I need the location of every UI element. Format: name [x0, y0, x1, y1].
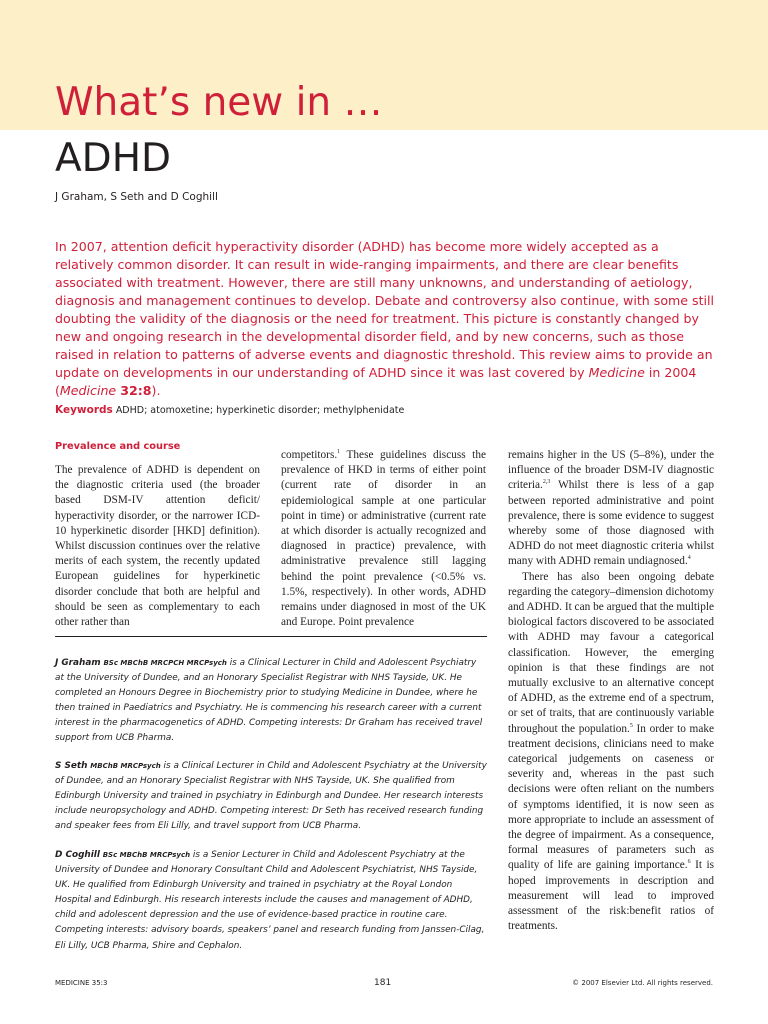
abstract-journal-ref-2: Medicine [59, 383, 117, 398]
abstract-text: In 2007, attention deficit hyperactivity disorder (ADHD) has become more widely accepted as a relatively common disorder. It can result in wide-ranging impairments, and there are clear benefits associated with treatment. However, there are still many unknowns, and understanding of aetiology, diagnosis and management continues to develop. Debate and controversy also continue, with some still doubting the validity of the diagnosis or the need for treatment. This picture is constantly changed by new and ongoing research in the developmental disorder field, and by new concerns, such as those raised in relation to patterns of adverse events and diagnostic threshold. This review aims to provide an update on developments in our understanding of ADHD since it was last covered by [55, 239, 715, 380]
bio-qualifications: BSc MBChB MRCPCH MRCPsych [103, 659, 227, 667]
paragraph [508, 448, 714, 570]
reference-marker: 4 [687, 555, 691, 562]
author-bio-seth [55, 759, 487, 834]
abstract [55, 238, 720, 400]
keywords-text: ADHD; atomoxetine; hyperkinetic disorder; methylphenidate [115, 405, 405, 416]
abstract-journal-ref: Medicine [588, 365, 645, 380]
keywords-label: Keywords [55, 404, 113, 416]
page-number: 181 [374, 978, 392, 988]
paragraph-text: These guidelines discuss the prevalence of HKD in terms of either point (current rate of disorder in an epidemiological sample at one particular point in time) or administrative (current rate at which disorder is actually recognized and diagnosed in practice) prevalence, with administrative prevalence still lagging behind the point prevalence (<0.5% vs. 1.5%, respectively). In other words, ADHD remains under diagnosed in most of the UK and Europe. Point prevalence [281, 449, 486, 629]
author-list: J Graham, S Seth and D Coghill [55, 191, 218, 203]
paragraph-text: remains higher in the US (5–8%), under the influence of the broader DSM-IV diagnostic criteria. [508, 449, 714, 492]
bio-name: J Graham [55, 658, 101, 668]
reference-marker: 5 [629, 722, 633, 729]
reference-marker: 2,3 [542, 479, 551, 486]
paragraph-text: It is hoped improvements in description and measurement will lead to improved assessment of the risk:benefit ratios of treatments. [508, 859, 714, 933]
abstract-volume: 32:8 [120, 383, 152, 398]
footer-copyright: © 2007 Elsevier Ltd. All rights reserved. [572, 979, 713, 987]
body-column-2 [281, 448, 486, 630]
reference-marker: 6 [687, 859, 691, 866]
bio-name: D Coghill [55, 850, 100, 860]
section-heading: Prevalence and course [55, 441, 181, 452]
bio-text: is a Senior Lecturer in Child and Adolescent Psychiatry at the University of Dundee and Honorary Consultant Child and Adolescent Psychiatrist, NHS Tayside, UK. He qualified from Edinburgh University and trained in psychiatry at the Royal London Hospital and Edinburgh. His research interests include the causes and management of ADHD, child and adolescent depression and the use of evidence-based practice in routine care. Competing interests: advisory boards, speakers’ panel and research funding from Janssen-Cilag, Eli Lilly, UCB Pharma, Shire and Cephalon. [55, 850, 485, 951]
bio-text: is a Clinical Lecturer in Child and Adolescent Psychiatry at the University of Dundee, and an Honorary Specialist Registrar with NHS Tayside, UK. She qualified from Edinburgh University and trained in psychiatry in Edinburgh and Dundee. Her research interests include neuropsychology and ADHD. Competing interest: Dr Seth has received research funding and speaker fees from Eli Lilly, and travel support from UCB Pharma. [55, 761, 487, 832]
article-title: ADHD [55, 136, 172, 181]
bio-qualifications: BSc MBChB MRCPsych [102, 851, 191, 859]
paragraph-text: Whilst there is less of a gap between reported administrative and point prevalence, there is some evidence to suggest whereby some of those diagnosed with ADHD do not meet diagnostic criteria whilst many with ADHD remain undiagnosed. [508, 479, 714, 568]
body-column-3 [508, 448, 714, 935]
keywords [55, 403, 720, 418]
body-column-1 [55, 463, 260, 630]
paragraph: The prevalence of ADHD is dependent on the diagnostic criteria used (the broader based DSM-IV attention deficit/ hyperactivity disorder, or the narrower ICD-10 hyperkinetic disorder [HKD] definition). Whilst discussion continues over the relative merits of each system, the recently updated European guidelines for hyperkinetic disorder conclude that both are helpful and should be seen as complementary to each other rather than [55, 464, 260, 629]
author-bio-coghill [55, 848, 487, 954]
paragraph [508, 570, 714, 935]
paragraph-text: competitors. [281, 449, 338, 461]
paragraph [281, 448, 486, 630]
bio-qualifications: MBChB MRCPsych [90, 762, 161, 770]
abstract-text-end: ). [151, 383, 161, 398]
footer-journal: MEDICINE 35:3 [55, 979, 108, 987]
bio-text: is a Clinical Lecturer in Child and Adolescent Psychiatry at the University of Dundee, and an Honorary Specialist Registrar with NHS Tayside, UK. He completed an Honours Degree in Biochemistry prior to studying Medicine in Dundee, where he then trained in Paediatrics and Psychiatry. He is commencing his research career with a current interest in the pharmacogenetics of ADHD. Competing interests: Dr Graham has received travel support from UCB Pharma. [55, 658, 483, 744]
paragraph-text: In order to make treatment decisions, clinicians need to make categorical judgements on caseness or severity and, whereas in the past such decisions were often reliant on the numbers of symptoms identified, it is now seen as more appropriate to include an assessment of the degree of impairment. As a consequence, formal measures of parameters such as quality of life are gaining importance. [508, 722, 714, 872]
paragraph-text: There has also been ongoing debate regarding the category–dimension dichotomy and ADHD. It can be argued that the multiple biological factors discovered to be associated with ADHD may favour a categorical classification. However, the emerging opinion is that these findings are not mutually exclusive to an alternative concept of ADHD, as the extreme end of a spectrum, or set of traits, that are continuously variable throughout the population. [508, 570, 714, 735]
article-series-title: What’s new in … [55, 80, 383, 125]
divider [55, 636, 487, 637]
reference-marker: 1 [337, 449, 341, 456]
author-bio-graham [55, 656, 487, 747]
abstract-text-mid: in 2004 ( [55, 365, 697, 398]
bio-name: S Seth [55, 761, 88, 771]
